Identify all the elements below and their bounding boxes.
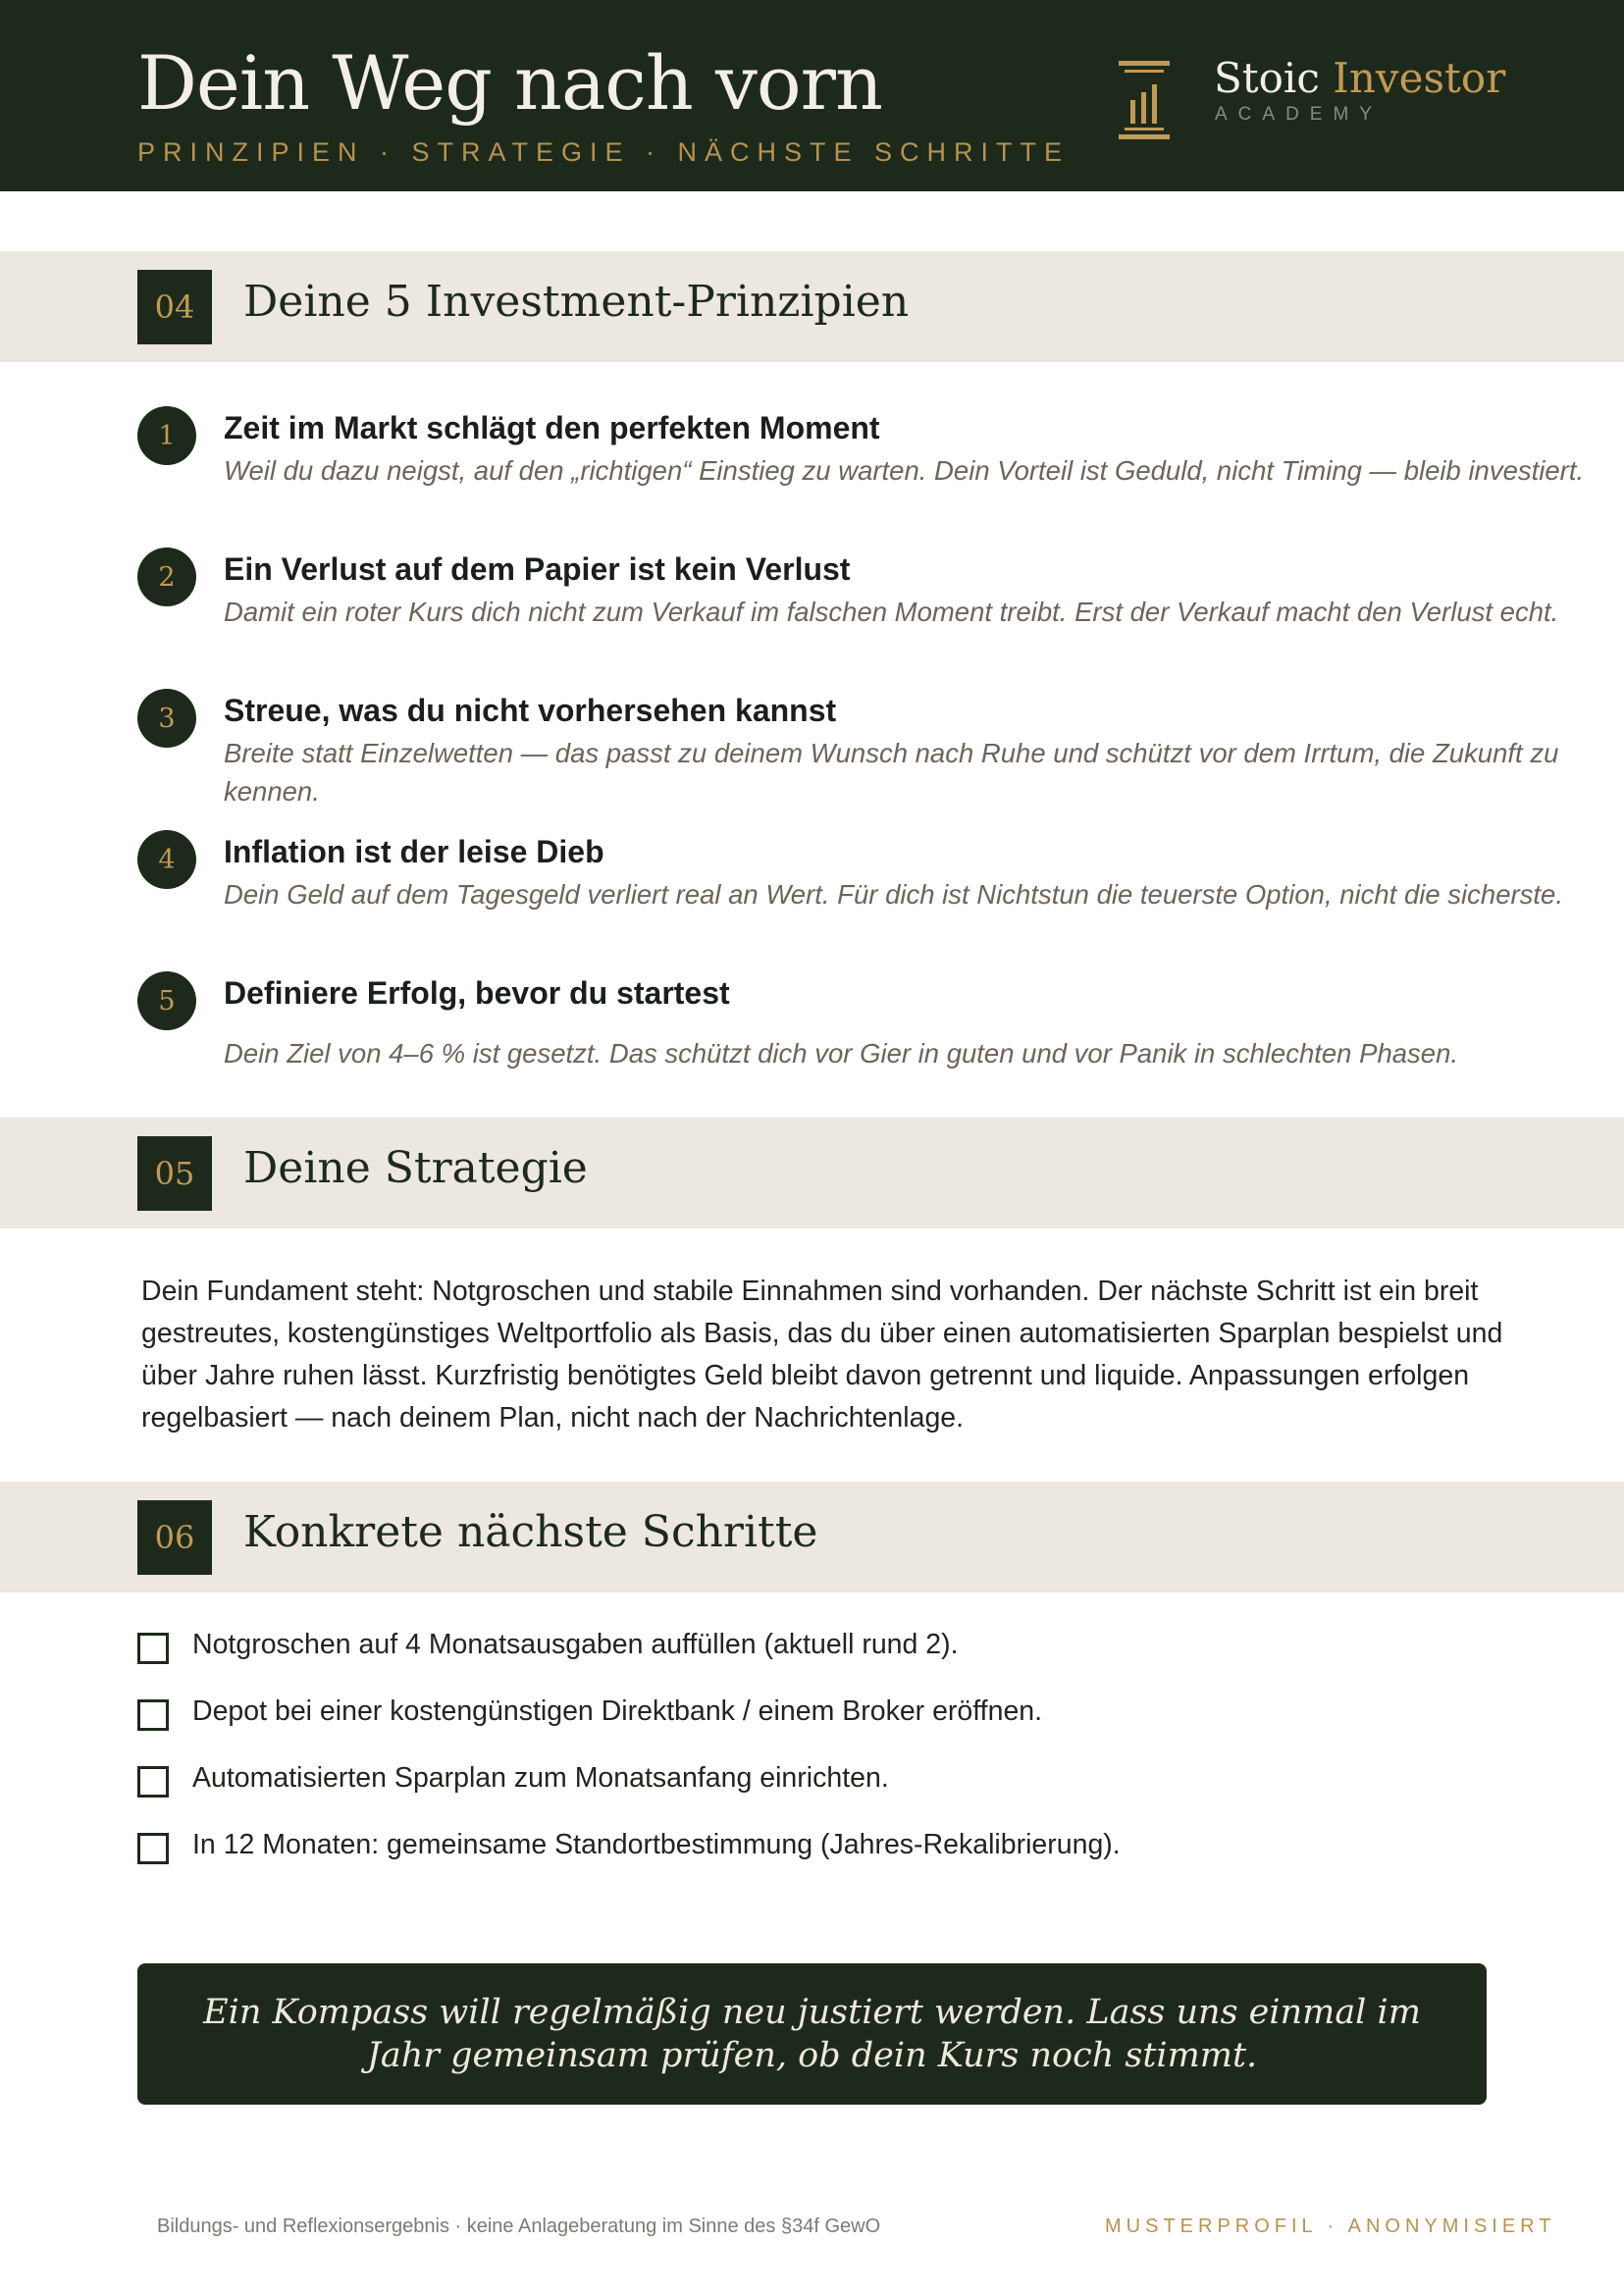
section-header-principles (0, 251, 1624, 362)
principle-number-badge: 4 (137, 830, 196, 889)
principle-number-badge: 2 (137, 548, 196, 606)
checklist-item-label: Depot bei einer kostengünstigen Direktbank / einem Broker eröffnen. (192, 1695, 1043, 1727)
page-header (0, 0, 1624, 191)
principle-title: Streue, was du nicht vorhersehen kannst (224, 693, 837, 728)
brand-name-part1: Stoic (1214, 54, 1320, 102)
principle-number-badge: 5 (137, 971, 196, 1030)
section-title: Konkrete nächste Schritte (243, 1507, 818, 1557)
checklist-item-label: Automatisierten Sparplan zum Monatsanfang einrichten. (192, 1762, 889, 1794)
checkbox[interactable] (137, 1766, 169, 1798)
brand-logo-name (1214, 54, 1505, 102)
footer-disclaimer: Bildungs- und Reflexionsergebnis · keine Anlageberatung im Sinne des §34f GewO (157, 2216, 881, 2237)
checkbox[interactable] (137, 1699, 169, 1731)
principle-title: Definiere Erfolg, bevor du startest (224, 975, 730, 1011)
principle-description: Dein Geld auf dem Tagesgeld verliert real an Wert. Für dich ist Nichtstun die teuerste Option, nicht die sicherste. (224, 879, 1563, 910)
principle-description: Dein Ziel von 4–6 % ist gesetzt. Das schützt dich vor Gier in guten und vor Panik in schlechten Phasen. (224, 1038, 1459, 1069)
principle-number-badge: 1 (137, 406, 196, 465)
page-title: Dein Weg nach vorn (137, 39, 882, 127)
principle-title: Ein Verlust auf dem Papier ist kein Verlust (224, 551, 851, 587)
principle-title: Zeit im Markt schlägt den perfekten Moment (224, 410, 880, 445)
principle-description: Damit ein roter Kurs dich nicht zum Verkauf im falschen Moment treibt. Erst der Verkauf macht den Verlust echt. (224, 597, 1559, 627)
section-header-next-steps (0, 1482, 1624, 1592)
section-number: 06 (137, 1500, 212, 1575)
section-number: 05 (137, 1136, 212, 1211)
footer-profile-label: MUSTERPROFIL · ANONYMISIERT (1105, 2216, 1556, 2237)
principle-title: Inflation ist der leise Dieb (224, 834, 604, 869)
closing-quote-box (137, 1963, 1487, 2105)
pillar-chart-icon (1117, 61, 1172, 139)
brand-subtitle: ACADEMY (1215, 104, 1383, 125)
section-title: Deine 5 Investment-Prinzipien (243, 277, 910, 327)
page-subtitle: PRINZIPIEN · STRATEGIE · NÄCHSTE SCHRITTE (137, 137, 1071, 167)
section-title: Deine Strategie (243, 1143, 588, 1193)
checkbox[interactable] (137, 1833, 169, 1864)
section-header-strategy (0, 1118, 1624, 1228)
principle-description: Breite statt Einzelwetten — das passt zu deinem Wunsch nach Ruhe und schützt vor dem Irrtum, die Zukunft zu kennen. (224, 738, 1559, 807)
principle-description: Weil du dazu neigst, auf den „richtigen“ Einstieg zu warten. Dein Vorteil ist Geduld, nicht Timing — bleib investiert. (224, 455, 1585, 486)
brand-name-part2: Investor (1333, 54, 1506, 102)
checklist-item-label: In 12 Monaten: gemeinsame Standortbestimmung (Jahres-Rekalibrierung). (192, 1829, 1121, 1860)
principle-number-badge: 3 (137, 689, 196, 748)
checklist-item-label: Notgroschen auf 4 Monatsausgaben auffüllen (aktuell rund 2). (192, 1629, 959, 1660)
closing-quote: Ein Kompass will regelmäßig neu justiert werden. Lass uns einmal im Jahr gemeinsam prüfen, ob dein Kurs noch stimmt. (203, 1993, 1421, 2075)
checkbox[interactable] (137, 1633, 169, 1664)
section-number: 04 (137, 270, 212, 344)
strategy-paragraph: Dein Fundament steht: Notgroschen und stabile Einnahmen sind vorhanden. Der nächste Schritt ist ein breit gestreutes, kostengünstiges Weltportfolio als Basis, das du über einen automatisierten Sparplan bespielst und über Jahre ruhen lässt. Kurzfristig benötigtes Geld bleibt davon getrennt und liquide. Anpassungen erfolgen regelbasiert — nach deinem Plan, nicht nach der Nachrichtenlage. (141, 1276, 1503, 1434)
